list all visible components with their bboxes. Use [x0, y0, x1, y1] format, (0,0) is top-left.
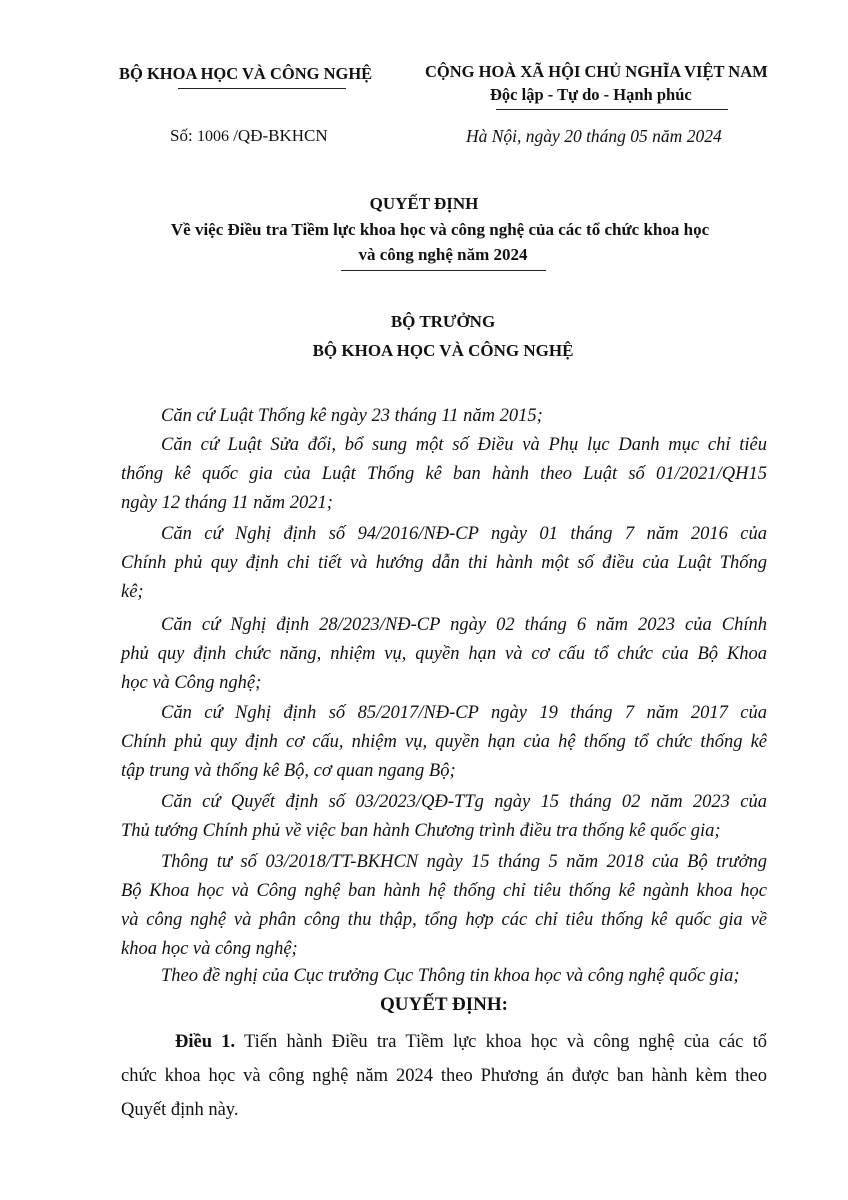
legal-basis-line: khoa học và công nghệ; [121, 939, 298, 959]
doc-number-suffix: /QĐ-BKHCN [233, 126, 328, 145]
decision-title: QUYẾT ĐỊNH [369, 194, 479, 213]
legal-basis-line: Theo đề nghị của Cục trưởng Cục Thông tin khoa học và công nghệ quốc gia; [161, 966, 740, 986]
doc-number-prefix: Số: [170, 126, 193, 145]
decision-subject-line1: Về việc Điều tra Tiềm lực khoa học và công nghệ của các tổ chức khoa học [170, 220, 710, 239]
legal-basis-line: Chính phủ quy định chi tiết và hướng dẫn thi hành một số điều của Luật Thống [121, 553, 767, 573]
legal-basis-6 [121, 788, 767, 846]
article-1-line: Quyết định này. [121, 1100, 239, 1120]
legal-basis-line: Căn cứ Nghị định số 85/2017/NĐ-CP ngày 19 tháng 7 năm 2017 của [161, 703, 767, 723]
legal-basis-line: Chính phủ quy định cơ cấu, nhiệm vụ, quyền hạn của hệ thống tổ chức thống kê [121, 732, 767, 752]
legal-basis-8 [121, 962, 767, 991]
decision-subject-line2: và công nghệ năm 2024 [358, 245, 528, 264]
motto-underline [496, 109, 728, 110]
legal-basis-1 [121, 402, 767, 431]
legal-basis-line: Căn cứ Nghị định số 94/2016/NĐ-CP ngày 01 tháng 7 năm 2016 của [161, 524, 767, 544]
legal-basis-line: Căn cứ Quyết định số 03/2023/QĐ-TTg ngày 15 tháng 02 năm 2023 của [161, 792, 767, 812]
ministry-underline [178, 88, 346, 89]
legal-basis-4 [121, 611, 767, 698]
article-1-line [121, 1025, 767, 1059]
legal-basis-5 [121, 699, 767, 786]
article-1-label: Điều 1. [175, 1032, 236, 1052]
article-1 [121, 1025, 767, 1127]
legal-basis-line: học và Công nghệ; [121, 673, 262, 693]
legal-basis-line: Căn cứ Nghị định 28/2023/NĐ-CP ngày 02 tháng 6 năm 2023 của Chính [161, 615, 767, 635]
decision-heading: QUYẾT ĐỊNH: [380, 994, 508, 1015]
article-1-text: Tiến hành Điều tra Tiềm lực khoa học và công nghệ của các tổ [244, 1032, 768, 1052]
legal-basis-line: Căn cứ Luật Thống kê ngày 23 tháng 11 năm 2015; [161, 406, 543, 426]
authority-ministry: BỘ KHOA HỌC VÀ CÔNG NGHỆ [312, 341, 574, 360]
legal-basis-line: phủ quy định chức năng, nhiệm vụ, quyền hạn và cơ cấu tổ chức của Bộ Khoa [121, 644, 767, 664]
legal-basis-line: Bộ Khoa học và Công nghệ ban hành hệ thống chỉ tiêu thống kê ngành khoa học [121, 881, 767, 901]
article-1-line: chức khoa học và công nghệ năm 2024 theo Phương án được ban hành kèm theo [121, 1066, 767, 1086]
legal-basis-line: và công nghệ và phân công thu thập, tổng hợp các chỉ tiêu thống kê quốc gia về [121, 910, 767, 930]
country-name: CỘNG HOÀ XÃ HỘI CHỦ NGHĨA VIỆT NAM [425, 62, 768, 81]
document-number [170, 126, 328, 146]
legal-basis-7 [121, 848, 767, 964]
legal-basis-2 [121, 431, 767, 518]
authority-title: BỘ TRƯỞNG [390, 312, 496, 331]
legal-basis-line: Căn cứ Luật Sửa đổi, bổ sung một số Điều và Phụ lục Danh mục chỉ tiêu [161, 435, 767, 455]
legal-basis-line: kê; [121, 582, 144, 602]
subject-underline [341, 270, 546, 271]
place-and-date: Hà Nội, ngày 20 tháng 05 năm 2024 [466, 126, 722, 146]
legal-basis-3 [121, 520, 767, 607]
legal-basis-line: Thủ tướng Chính phủ về việc ban hành Chương trình điều tra thống kê quốc gia; [121, 821, 721, 841]
legal-basis-line: Thông tư số 03/2018/TT-BKHCN ngày 15 tháng 5 năm 2018 của Bộ trưởng [161, 852, 767, 872]
doc-number-value: 1006 [196, 128, 229, 145]
legal-basis-line: thống kê quốc gia của Luật Thống kê ban hành theo Luật số 01/2021/QH15 [121, 464, 767, 484]
legal-basis-line: ngày 12 tháng 11 năm 2021; [121, 493, 333, 513]
ministry-name: BỘ KHOA HỌC VÀ CÔNG NGHỆ [119, 64, 373, 83]
legal-basis-line: tập trung và thống kê Bộ, cơ quan ngang Bộ; [121, 761, 456, 781]
national-motto: Độc lập - Tự do - Hạnh phúc [490, 85, 692, 104]
